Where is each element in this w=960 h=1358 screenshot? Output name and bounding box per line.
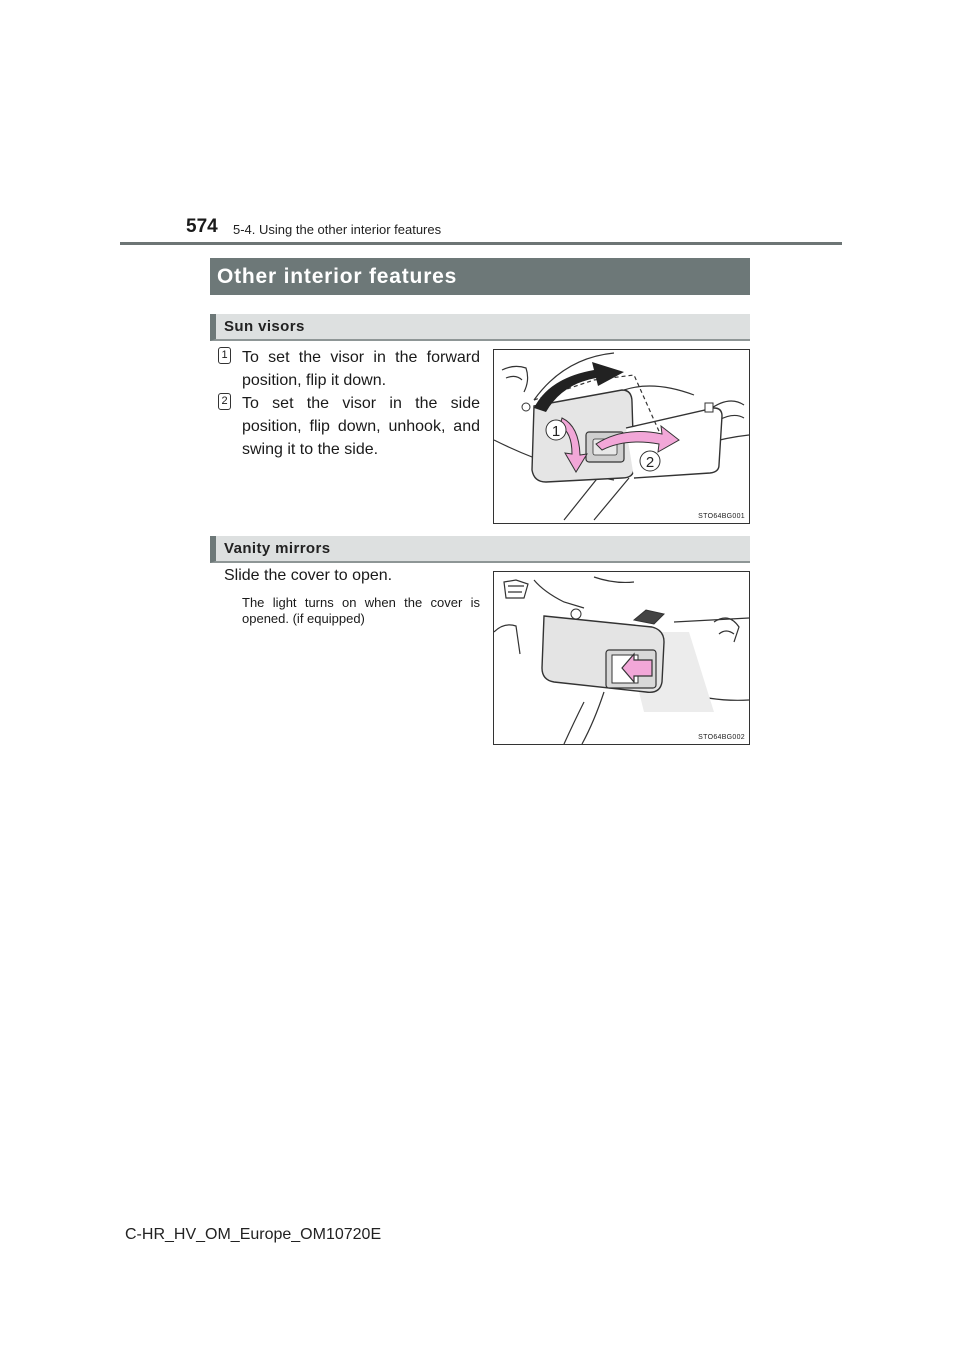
vanity-mirror-drawing [494, 572, 749, 744]
subhead-vanity-mirrors [210, 536, 750, 563]
step-2-badge: 2 [218, 393, 231, 410]
figure-1-code: STO64BG001 [698, 513, 745, 520]
step-2 [218, 392, 480, 461]
footer-doc-code: C-HR_HV_OM_Europe_OM10720E [125, 1226, 382, 1243]
running-head: 5-4. Using the other interior features [233, 222, 442, 237]
subhead-vanity-mirrors-text: Vanity mirrors [224, 540, 331, 557]
figure-2-code: STO64BG002 [698, 734, 745, 741]
section-title-text: Other interior features [217, 264, 458, 288]
header-rule [120, 242, 842, 245]
step-1-text: To set the visor in the forward position, flip it down. [242, 349, 480, 389]
callout-1: 1 [551, 423, 561, 440]
sun-visor-drawing [494, 350, 749, 523]
subhead-sun-visors [210, 314, 750, 341]
section-title [210, 258, 750, 295]
step-1-badge: 1 [218, 347, 231, 364]
sun-visor-illustration [493, 349, 750, 524]
step-1 [218, 346, 480, 392]
vanity-mirror-note: The light turns on when the cover is opened. (if equipped) [242, 595, 480, 626]
subhead-sun-visors-text: Sun visors [224, 318, 305, 335]
page-number: 574 [186, 216, 218, 237]
callout-2: 2 [645, 454, 655, 471]
vanity-mirror-illustration [493, 571, 750, 745]
step-2-text: To set the visor in the side position, flip down, unhook, and swing it to the side. [242, 395, 480, 458]
vanity-mirror-instruction: Slide the cover to open. [224, 567, 393, 584]
